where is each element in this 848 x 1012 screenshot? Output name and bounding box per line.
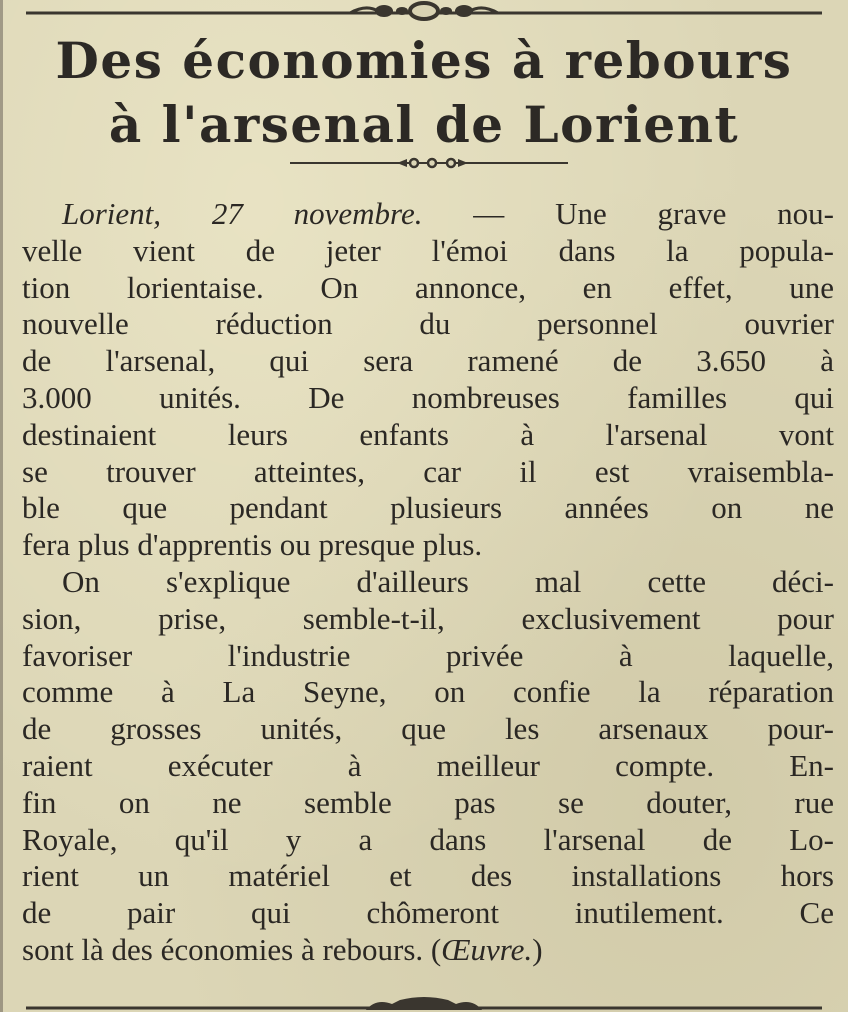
article-line	[22, 748, 834, 785]
article-line	[22, 233, 834, 270]
article-line	[22, 196, 834, 233]
text-run: )	[532, 931, 543, 967]
article-line	[22, 711, 834, 748]
article-line	[22, 564, 834, 601]
italic-text: Œuvre.	[441, 931, 533, 967]
text-run: — Une grave nou-	[422, 196, 835, 231]
top-ornament-rule	[0, 0, 848, 28]
headline-line-2: à l'arsenal de Lorient	[108, 95, 740, 154]
text-run: 3.000 unités. De nombreuses familles qui	[22, 379, 834, 415]
bottom-ornament-rule	[0, 994, 848, 1012]
headline-line-1: Des économies à rebours	[55, 31, 793, 90]
article-body	[22, 196, 834, 969]
text-run: sont là des économies à rebours. (	[22, 931, 442, 967]
italic-text: Lorient, 27 novembre.	[62, 196, 423, 231]
text-run: de pair qui chômeront inutilement. Ce	[22, 895, 834, 931]
article-line	[22, 270, 834, 307]
text-run: fera plus d'apprentis ou presque plus.	[22, 527, 483, 563]
article-line	[22, 380, 834, 417]
text-run: rient un matériel et des installations hors	[22, 858, 834, 894]
article-line	[22, 932, 834, 969]
article-line	[22, 306, 834, 343]
article-line	[22, 638, 834, 675]
text-run: de l'arsenal, qui sera ramené de 3.650 à	[22, 343, 834, 379]
article-line	[22, 527, 834, 564]
text-run: sion, prise, semble-t-il, exclusivement pour	[22, 600, 834, 636]
article-line	[22, 674, 834, 711]
article-line	[22, 343, 834, 380]
text-run: se trouver atteintes, car il est vraisembla-	[22, 453, 834, 489]
text-run: raient exécuter à meilleur compte. En-	[22, 747, 834, 783]
text-run: comme à La Seyne, on confie la réparation	[22, 674, 834, 710]
article-line	[22, 454, 834, 491]
text-run: On s'explique d'ailleurs mal cette déci-	[62, 563, 834, 599]
article-line	[22, 858, 834, 895]
article-line	[22, 490, 834, 527]
text-run: favoriser l'industrie privée à laquelle,	[22, 637, 834, 673]
headline-divider-ornament	[0, 150, 848, 174]
article-line	[22, 417, 834, 454]
text-run: destinaient leurs enfants à l'arsenal vont	[22, 416, 834, 452]
text-run: de grosses unités, que les arsenaux pour-	[22, 711, 834, 747]
article-line	[22, 785, 834, 822]
text-run: velle vient de jeter l'émoi dans la popula-	[22, 232, 834, 268]
article-line	[22, 601, 834, 638]
text-run: nouvelle réduction du personnel ouvrier	[22, 306, 834, 342]
text-run: ble que pendant plusieurs années on ne	[22, 490, 834, 526]
article-line	[22, 895, 834, 932]
text-run: Royale, qu'il y a dans l'arsenal de Lo-	[22, 821, 834, 857]
text-run: fin on ne semble pas se douter, rue	[22, 784, 834, 820]
text-run: tion lorientaise. On annonce, en effet, une	[22, 269, 834, 305]
article-line	[22, 822, 834, 859]
